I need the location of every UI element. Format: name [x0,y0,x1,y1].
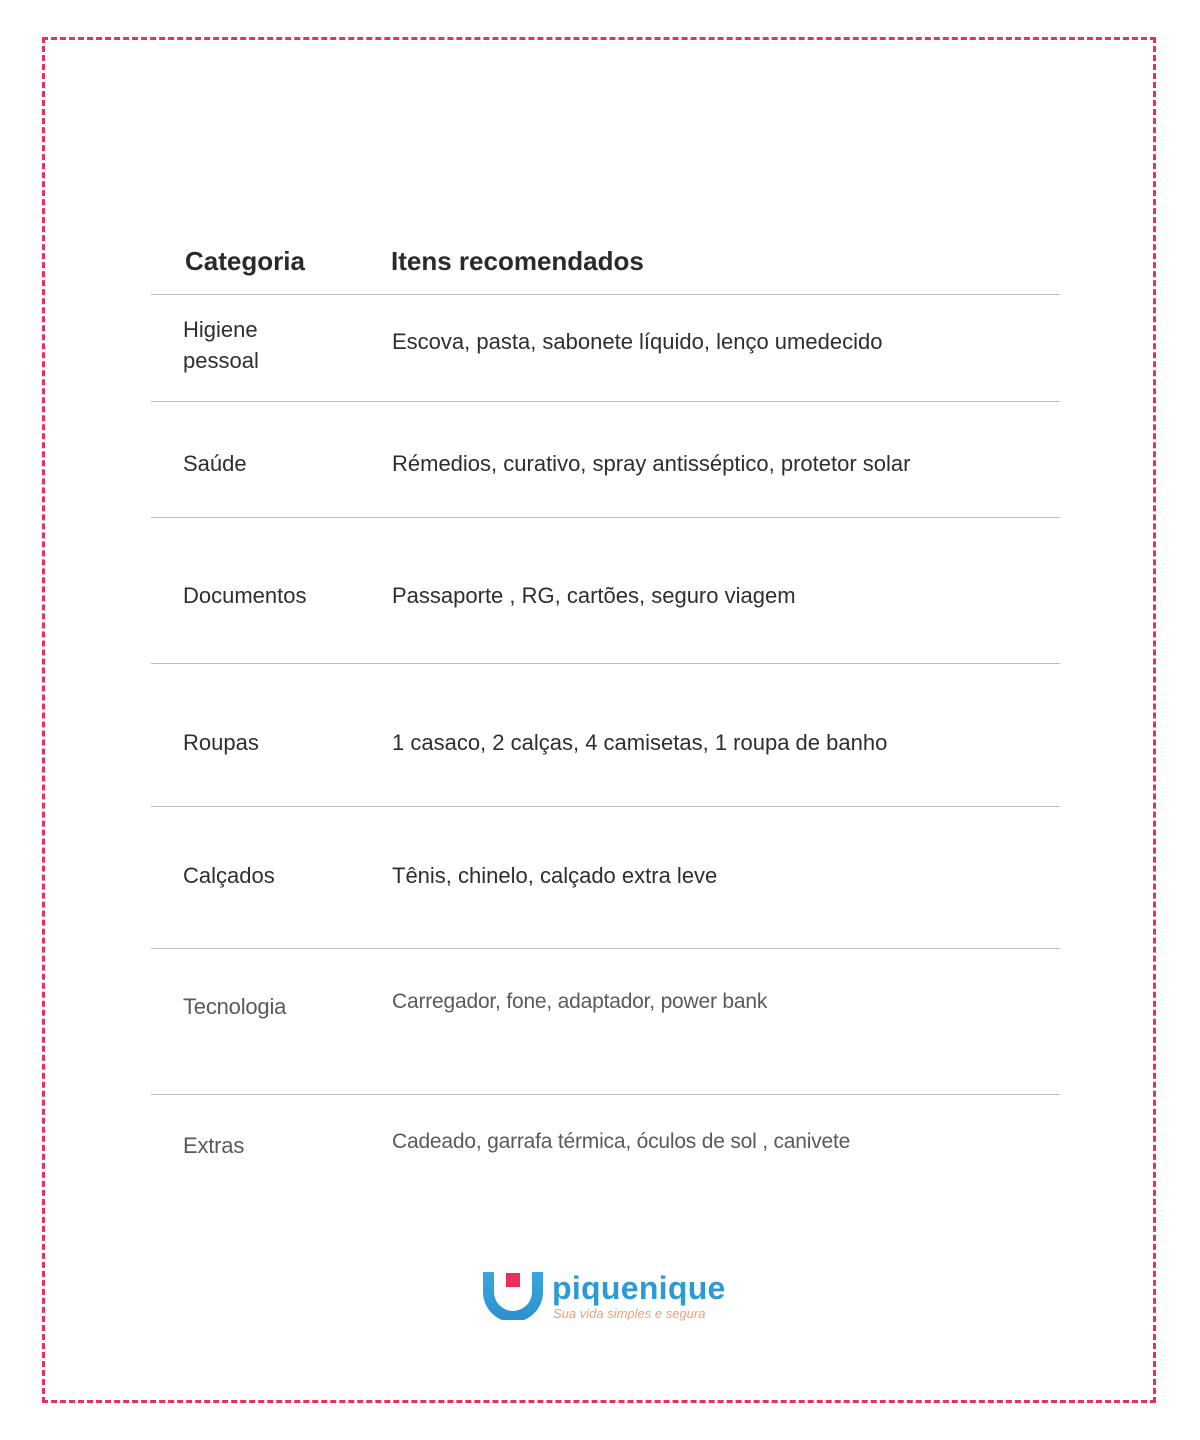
category-cell-roupas: Roupas [183,730,259,755]
items-cell-roupas: 1 casaco, 2 calças, 4 camisetas, 1 roupa de banho [392,730,888,755]
dashed-border-frame [42,37,1156,1403]
category-cell-higiene-line2: pessoal [183,348,259,373]
header-items: Itens recomendados [391,246,644,276]
items-cell-saude: Rémedios, curativo, spray antisséptico, protetor solar [392,451,911,476]
brand-name: piquenique [552,1270,726,1306]
category-cell-tecnologia: Tecnologia [183,994,287,1019]
row-divider [151,517,1060,518]
header-category: Categoria [185,246,305,276]
row-divider [151,948,1060,949]
category-cell-saude: Saúde [183,451,247,476]
row-divider [151,294,1060,295]
category-cell-calcados: Calçados [183,863,275,888]
row-divider [151,806,1060,807]
category-cell-extras: Extras [183,1133,245,1158]
row-divider [151,1094,1060,1095]
row-divider [151,401,1060,402]
items-cell-calcados: Tênis, chinelo, calçado extra leve [392,863,718,888]
category-cell-higiene-line1: Higiene [183,317,258,342]
items-cell-documentos: Passaporte , RG, cartões, seguro viagem [392,583,796,608]
u-shape-logo-icon [482,1270,544,1320]
row-divider [151,663,1060,664]
items-cell-higiene: Escova, pasta, sabonete líquido, lenço umedecido [392,329,883,354]
category-cell-documentos: Documentos [183,583,307,608]
items-cell-extras: Cadeado, garrafa térmica, óculos de sol , canivete [392,1130,851,1153]
brand-logo [482,1270,726,1324]
brand-tagline: Sua vida simples e segura [553,1306,706,1321]
items-cell-tecnologia: Carregador, fone, adaptador, power bank [392,990,768,1013]
